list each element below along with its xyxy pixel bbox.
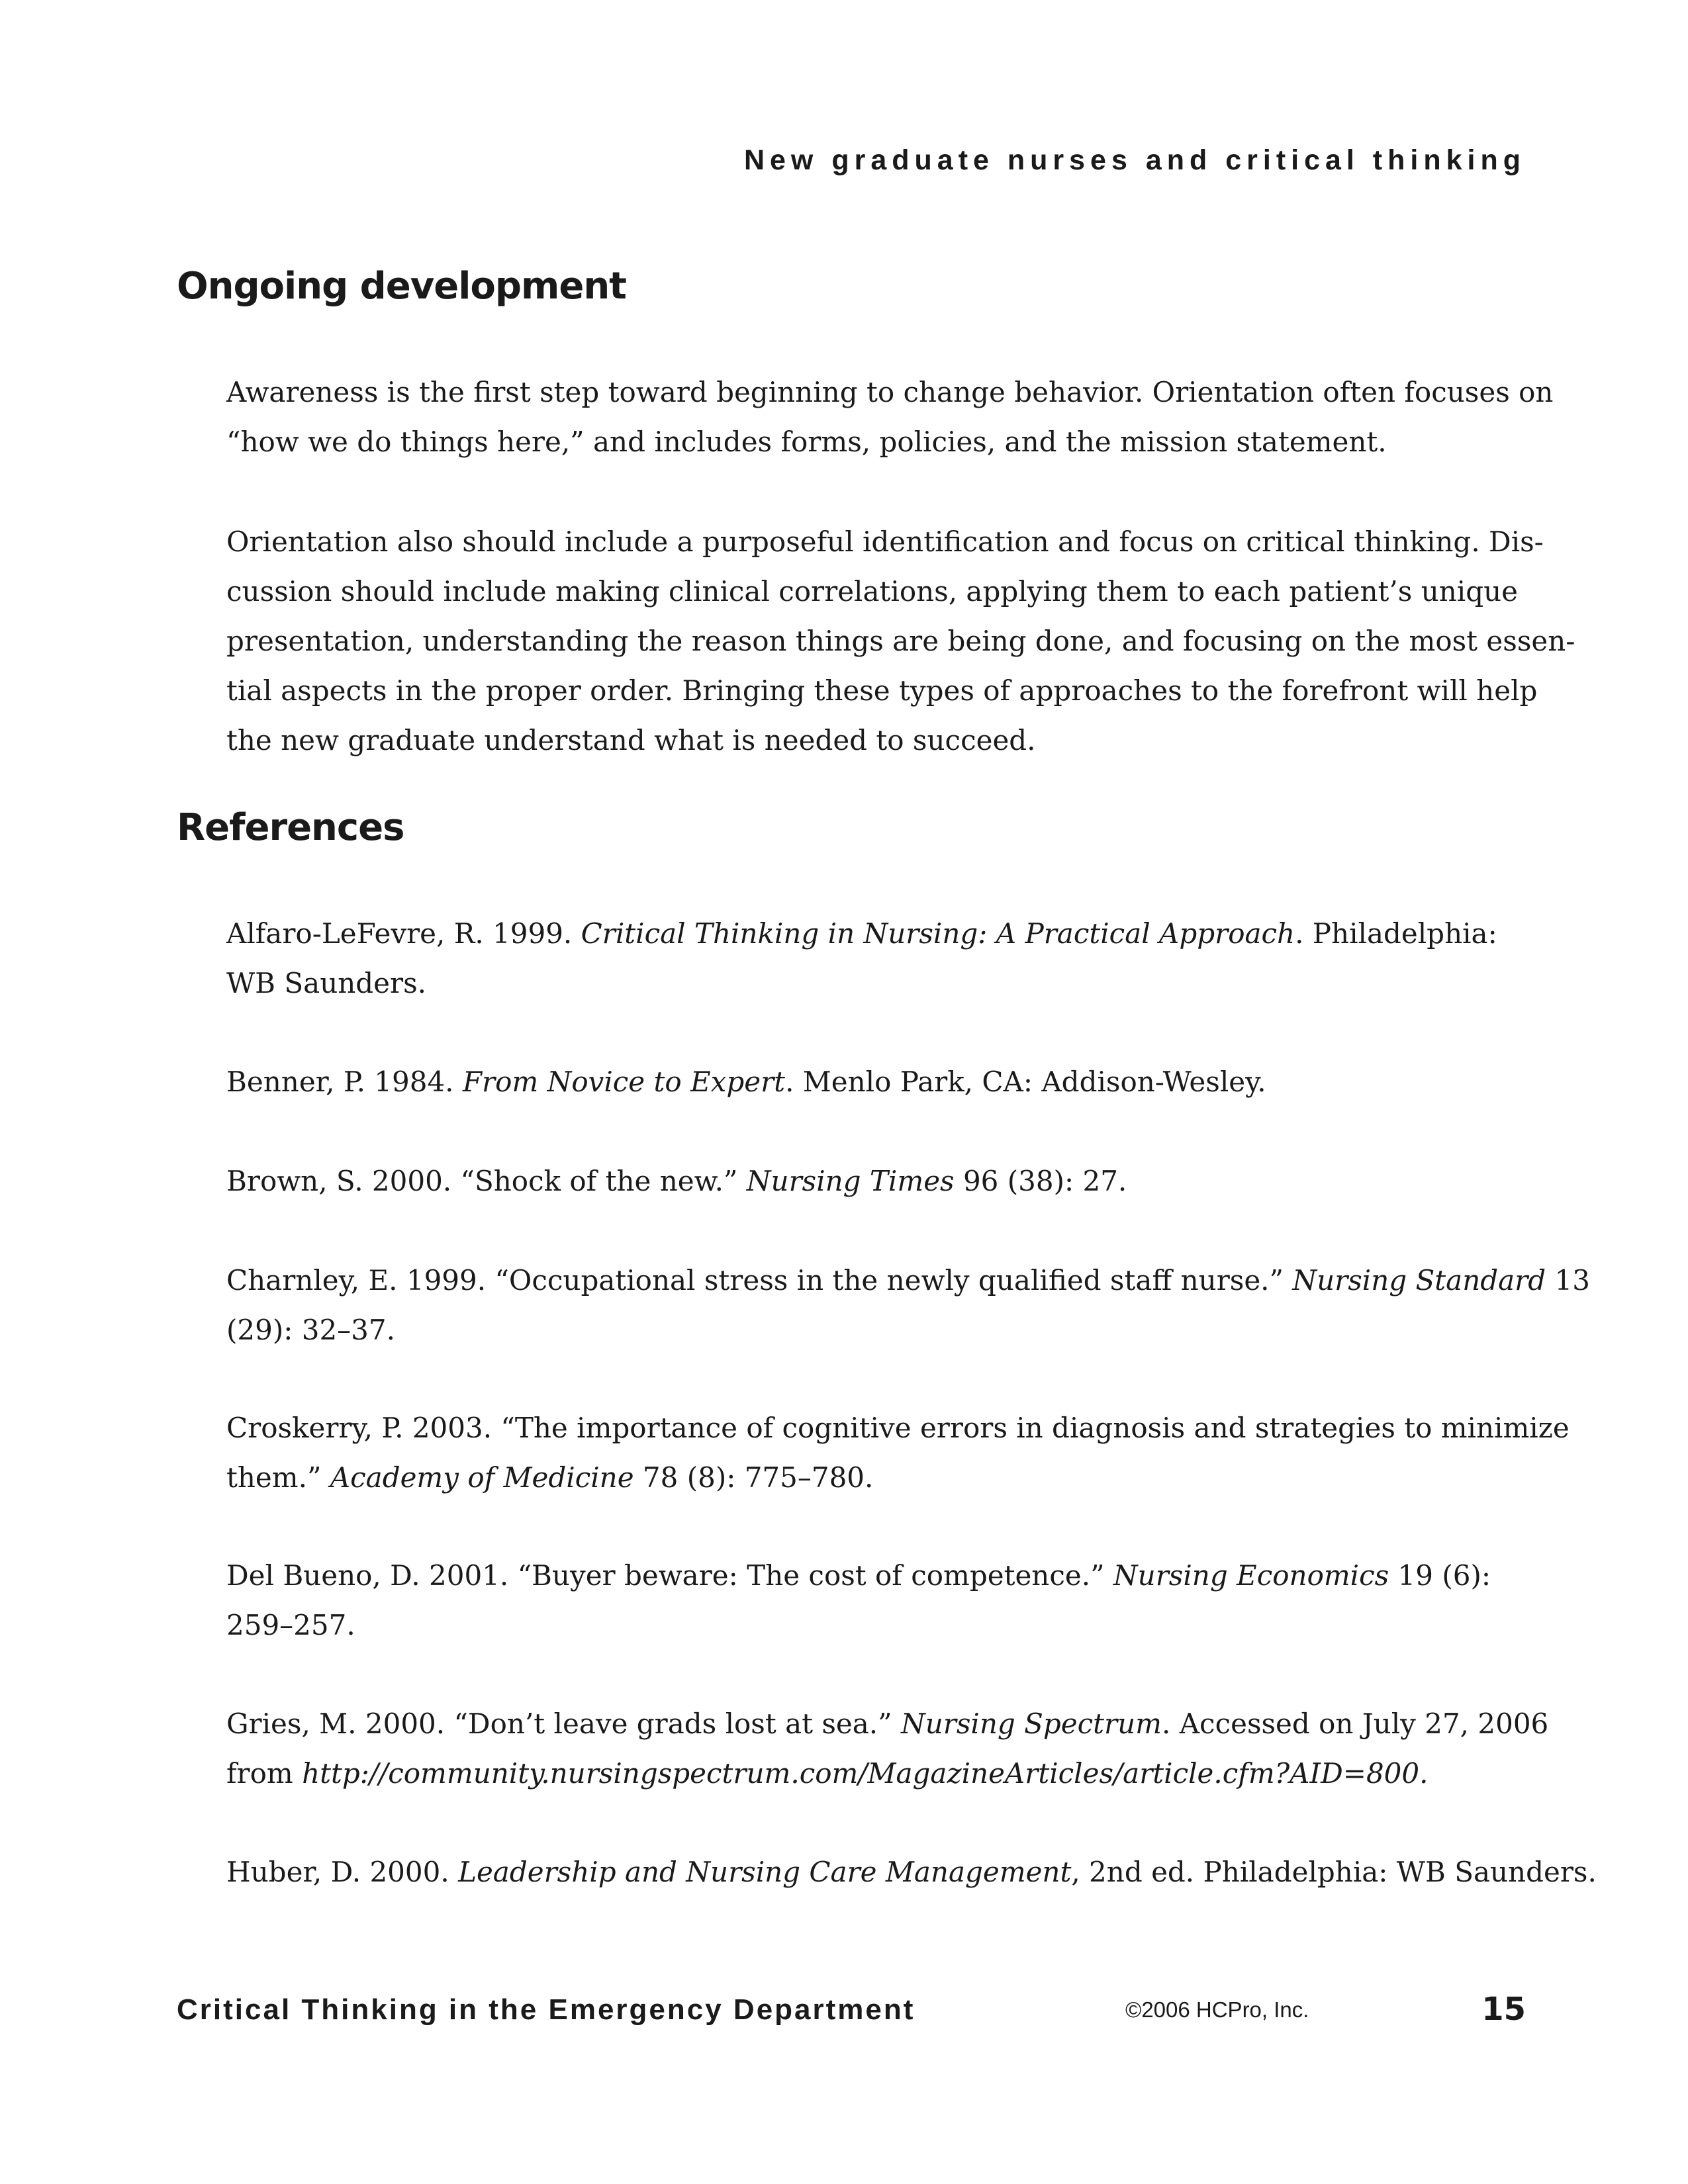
reference-text: 78 (8): 775–780.: [633, 1461, 874, 1494]
reference-text: Huber, D. 2000.: [226, 1856, 459, 1888]
text-line: tial aspects in the proper order. Bringing these types of approaches to the forefront will help: [226, 674, 1538, 707]
text-line: Orientation also should include a purposeful identification and focus on critical thinking. Dis-: [226, 525, 1544, 558]
reference-item: [226, 1057, 1524, 1107]
reference-title: Critical Thinking in Nursing: A Practical Approach: [581, 917, 1295, 950]
reference-text: 259–257.: [226, 1609, 355, 1641]
running-header: New graduate nurses and critical thinking: [743, 144, 1526, 176]
reference-text: (29): 32–37.: [226, 1314, 395, 1346]
reference-text: . Philadelphia:: [1295, 917, 1497, 950]
reference-item: [226, 1403, 1570, 1502]
reference-item: [226, 909, 1524, 1008]
reference-text: 19 (6):: [1389, 1559, 1491, 1592]
reference-item: [226, 1255, 1590, 1355]
reference-item: [226, 1156, 1524, 1206]
reference-text: 96 (38): 27.: [954, 1165, 1127, 1197]
reference-url: http://community.nursingspectrum.com/MagazineArticles/article.cfm?AID=800.: [302, 1757, 1429, 1790]
reference-text: Charnley, E. 1999. “Occupational stress in the newly qualified staff nurse.”: [226, 1264, 1293, 1297]
text-line: the new graduate understand what is needed to succeed.: [226, 724, 1036, 756]
reference-text: Benner, P. 1984.: [226, 1066, 463, 1098]
reference-text: Gries, M. 2000. “Don’t leave grads lost at sea.”: [226, 1707, 901, 1740]
reference-text: . Accessed on July 27, 2006: [1162, 1707, 1549, 1740]
reference-text: them.”: [226, 1461, 330, 1494]
reference-journal: Academy of Medicine: [330, 1461, 634, 1494]
page-number: 15: [1481, 1991, 1526, 2028]
reference-journal: Nursing Economics: [1113, 1559, 1389, 1592]
section-heading-ongoing-development: Ongoing development: [177, 265, 626, 308]
reference-journal: Nursing Spectrum: [900, 1707, 1162, 1740]
reference-text: Brown, S. 2000. “Shock of the new.”: [226, 1165, 747, 1197]
reference-text: Croskerry, P. 2003. “The importance of cognitive errors in diagnosis and strategies to minimize: [226, 1412, 1570, 1444]
reference-text: WB Saunders.: [226, 967, 427, 999]
reference-journal: Nursing Standard: [1292, 1264, 1546, 1297]
text-line: presentation, understanding the reason things are being done, and focusing on the most essen-: [226, 625, 1575, 657]
reference-text: from: [226, 1757, 303, 1790]
reference-item: [226, 1551, 1524, 1650]
reference-title: From Novice to Expert: [462, 1066, 786, 1098]
reference-text: 13: [1546, 1264, 1590, 1297]
paragraph-awareness: [226, 367, 1554, 467]
reference-title: Leadership and Nursing Care Management: [458, 1856, 1072, 1888]
reference-text: Alfaro-LeFevre, R. 1999.: [226, 917, 581, 950]
footer-book-title: Critical Thinking in the Emergency Department: [177, 1993, 915, 2026]
text-line: “how we do things here,” and includes forms, policies, and the mission statement.: [226, 426, 1387, 458]
reference-text: . Menlo Park, CA: Addison-Wesley.: [785, 1066, 1266, 1098]
section-heading-references: References: [177, 806, 404, 849]
reference-text: Del Bueno, D. 2001. “Buyer beware: The cost of competence.”: [226, 1559, 1113, 1592]
reference-text: , 2nd ed. Philadelphia: WB Saunders.: [1071, 1856, 1597, 1888]
reference-journal: Nursing Times: [746, 1165, 955, 1197]
text-line: Awareness is the first step toward beginning to change behavior. Orientation often focuses on: [226, 376, 1554, 408]
paragraph-orientation: [226, 517, 1575, 765]
footer-copyright: ©2006 HCPro, Inc.: [1125, 1997, 1309, 2022]
reference-item: [226, 1847, 1597, 1897]
reference-item: [226, 1699, 1549, 1798]
text-line: cussion should include making clinical correlations, applying them to each patient’s unique: [226, 575, 1519, 608]
